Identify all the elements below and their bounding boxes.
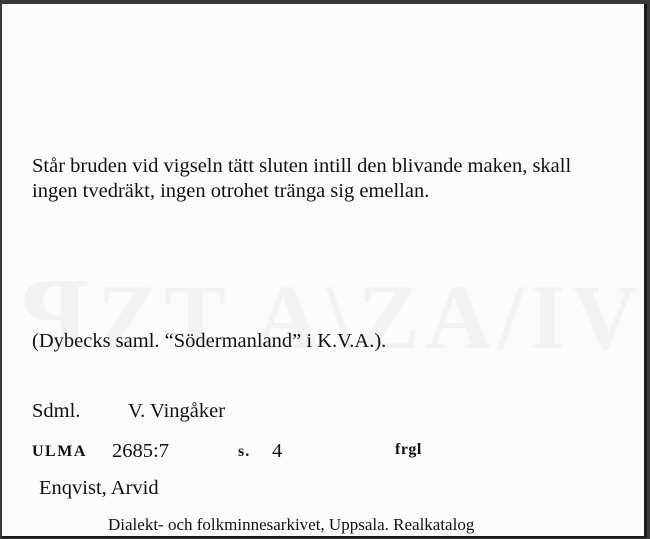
page-label: s. [238,443,251,460]
category-label: frgl [395,441,422,458]
parish-label: V. Vingåker [128,400,226,422]
province-label: Sdml. [32,400,81,422]
card-body-text: Står bruden vid vigseln tätt sluten intill den blivande maken, skall ingen tvedräkt, ingen otrohet tränga sig emellan. [32,155,572,202]
archive-card [2,4,647,538]
ulma-number: 2685:7 [112,440,169,462]
ulma-label: ULMA [32,443,87,460]
show-through-bleed [22,262,647,370]
page-number: 4 [272,440,283,462]
archive-footer: Dialekt- och folkminnesarkivet, Uppsala. Realkatalog [108,515,475,534]
recorder-name: Enqvist, Arvid [39,477,159,499]
source-reference: (Dybecks saml. “Södermanland” i K.V.A.). [32,330,387,352]
